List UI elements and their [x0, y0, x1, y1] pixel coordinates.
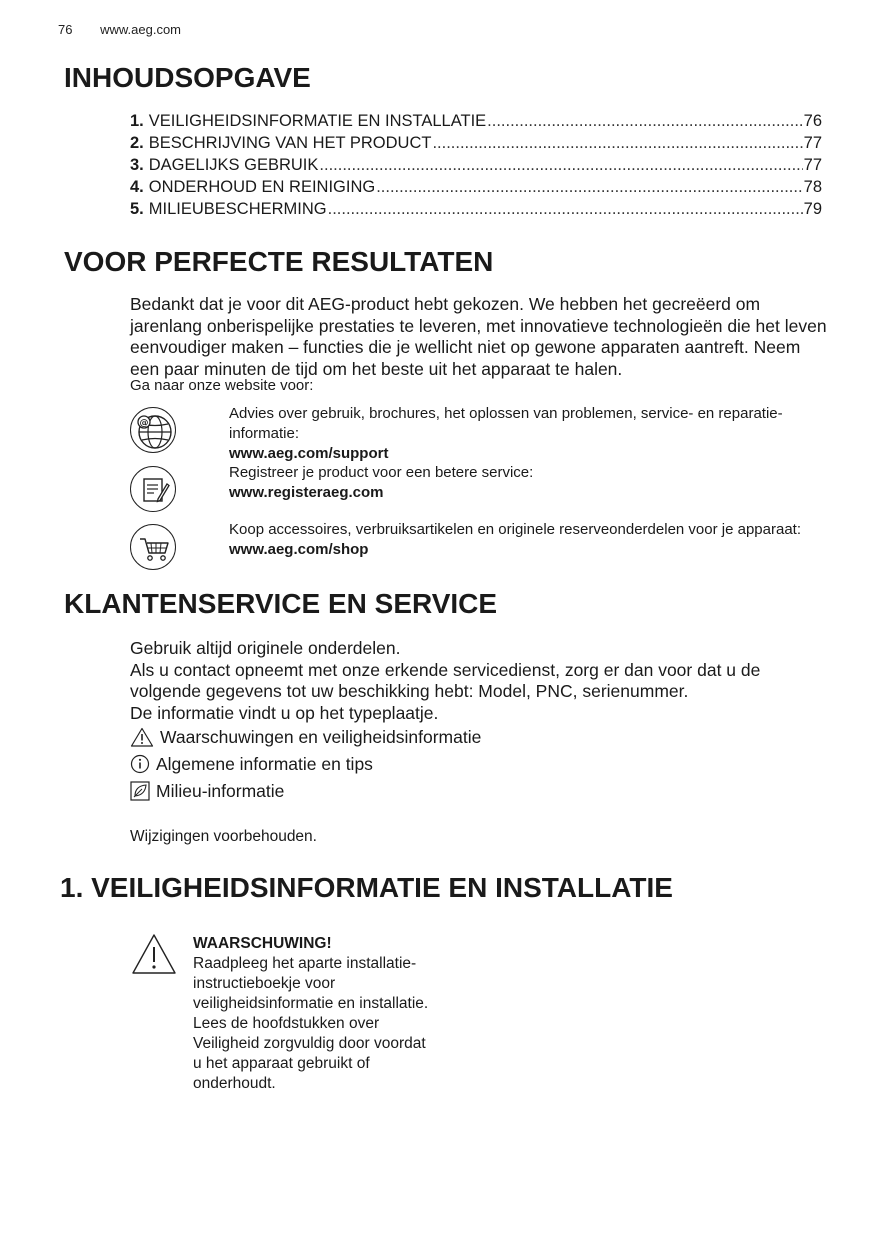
safety-warning-block	[193, 934, 433, 1094]
svg-text:@: @	[139, 418, 149, 429]
page-number: 76	[58, 22, 73, 37]
warning-triangle-icon	[130, 727, 154, 747]
toc-item-title: DAGELIJKS GEBRUIK	[148, 156, 319, 174]
support-url-link[interactable]: www.aeg.com/support	[229, 445, 389, 462]
warning-body: Raadpleeg het aparte installatie-instructieboekje voor veiligheidsinformatie en installatie. Lees de hoofdstukken over Veiligheid zorgvuldig door voordat u het apparaat gebruikt of onderhoudt.	[193, 955, 429, 1092]
toc-dot-leader	[328, 198, 803, 220]
toc-item[interactable]	[130, 154, 822, 176]
changes-reserved-text: Wijzigingen voorbehouden.	[130, 828, 317, 845]
service-line: Als u contact opneemt met onze erkende servicedienst, zorg er dan voor dat u de volgende gegevens tot uw beschikking hebt: Model, PNC, serienummer.	[130, 659, 761, 701]
legend-environment	[130, 780, 284, 802]
toc-item-page: 78	[803, 178, 822, 196]
legend-info-label: Algemene informatie en tips	[156, 754, 373, 774]
legend-environment-label: Milieu-informatie	[156, 781, 285, 801]
legend-warning-label: Waarschuwingen en veiligheidsinformatie	[160, 727, 482, 747]
legend-info	[130, 753, 373, 775]
register-link-block	[229, 463, 829, 503]
header-website: www.aeg.com	[100, 22, 182, 37]
toc-dot-leader	[432, 132, 802, 154]
toc-item[interactable]	[130, 198, 822, 220]
support-description: Advies over gebruik, brochures, het oplossen van problemen, service- en reparatie-informatie:	[229, 405, 783, 442]
toc-item-number: 2.	[130, 134, 144, 152]
toc-item-number: 4.	[130, 178, 144, 196]
visit-website-text: Ga naar onze website voor:	[130, 377, 314, 394]
toc-dot-leader	[319, 154, 802, 176]
page-header	[58, 22, 181, 37]
toc-item-page: 76	[803, 112, 822, 130]
toc-dot-leader	[376, 176, 802, 198]
service-line: Gebruik altijd originele onderdelen.	[130, 638, 401, 658]
shop-link-block	[229, 520, 829, 560]
toc-item-page: 77	[803, 156, 822, 174]
service-line: De informatie vindt u op het typeplaatje.	[130, 702, 439, 723]
toc-item-page: 79	[803, 200, 822, 218]
register-url-link[interactable]: www.registeraeg.com	[229, 484, 384, 501]
toc-item-page: 77	[803, 134, 822, 152]
table-of-contents	[130, 110, 822, 220]
customer-service-heading: KLANTENSERVICE EN SERVICE	[64, 588, 498, 619]
register-notepad-icon	[130, 466, 176, 512]
shopping-cart-icon	[130, 524, 176, 570]
intro-paragraph: Bedankt dat je voor dit AEG-product hebt gekozen. We hebben het gecreëerd om jarenlang onberispelijke prestaties te leveren, met innovatieve technologieën die het leven eenvoudiger maken – functies die je wellicht niet op gewone apparaten aantreft. Neem een paar minuten de tijd om het beste uit het apparaat te halen.	[130, 294, 827, 379]
warning-title: WAARSCHUWING!	[193, 935, 332, 952]
info-icon	[130, 754, 150, 774]
toc-item-number: 3.	[130, 156, 144, 174]
toc-item-title: VEILIGHEIDSINFORMATIE EN INSTALLATIE	[148, 112, 487, 130]
warning-triangle-icon	[131, 933, 177, 975]
shop-description: Koop accessoires, verbruiksartikelen en originele reserveonderdelen voor je apparaat:	[229, 521, 801, 538]
leaf-icon	[130, 781, 150, 801]
shop-url-link[interactable]: www.aeg.com/shop	[229, 541, 369, 558]
safety-section-heading: 1. VEILIGHEIDSINFORMATIE EN INSTALLATIE	[60, 872, 673, 903]
support-link-block	[229, 404, 829, 464]
service-paragraph	[130, 638, 830, 724]
toc-dot-leader	[487, 110, 802, 132]
perfect-results-heading: VOOR PERFECTE RESULTATEN	[64, 246, 494, 277]
toc-item-title: BESCHRIJVING VAN HET PRODUCT	[148, 134, 432, 152]
toc-item[interactable]	[130, 110, 822, 132]
legend-warning	[130, 726, 481, 748]
toc-item[interactable]	[130, 176, 822, 198]
register-description: Registreer je product voor een betere service:	[229, 464, 534, 481]
toc-item-title: MILIEUBESCHERMING	[148, 200, 327, 218]
globe-at-icon	[130, 407, 176, 453]
toc-item-number: 5.	[130, 200, 144, 218]
toc-heading: INHOUDSOPGAVE	[64, 62, 311, 93]
toc-item-number: 1.	[130, 112, 144, 130]
toc-item[interactable]	[130, 132, 822, 154]
toc-item-title: ONDERHOUD EN REINIGING	[148, 178, 376, 196]
